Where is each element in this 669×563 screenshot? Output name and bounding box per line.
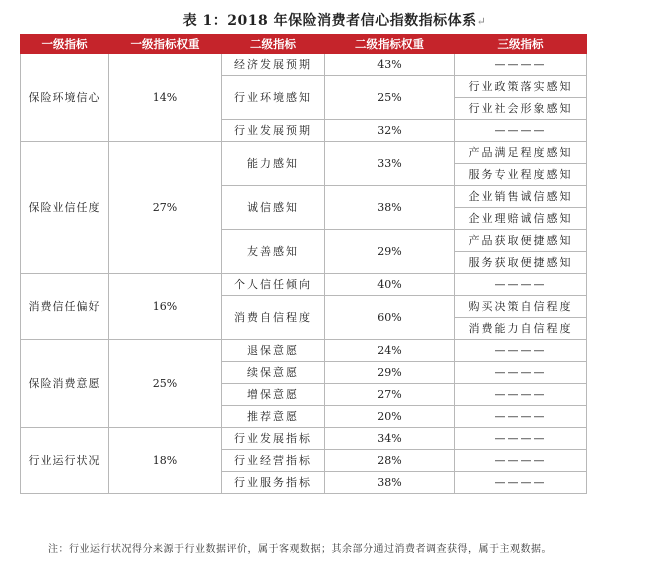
- level3-indicator: ————: [455, 54, 587, 76]
- table-title: [0, 10, 669, 30]
- level2-indicator: 个人信任倾向: [222, 274, 325, 296]
- level2-weight: 33%: [325, 142, 455, 186]
- table-row: [21, 340, 587, 362]
- level1-weight: 18%: [109, 428, 222, 494]
- level3-indicator: ————: [455, 274, 587, 296]
- header-level2: 二级指标: [222, 35, 325, 54]
- table-row: [21, 428, 587, 450]
- level2-indicator: 行业发展指标: [222, 428, 325, 450]
- level2-weight: 27%: [325, 384, 455, 406]
- level1-indicator: 保险环境信心: [21, 54, 109, 142]
- level2-weight: 38%: [325, 186, 455, 230]
- level2-weight: 28%: [325, 450, 455, 472]
- level2-weight: 43%: [325, 54, 455, 76]
- level2-weight: 38%: [325, 472, 455, 494]
- level1-indicator: 消费信任偏好: [21, 274, 109, 340]
- level3-indicator: 企业销售诚信感知: [455, 186, 587, 208]
- level2-indicator: 行业发展预期: [222, 120, 325, 142]
- return-mark: ↵: [476, 15, 487, 28]
- level1-indicator: 行业运行状况: [21, 428, 109, 494]
- level3-indicator: ————: [455, 472, 587, 494]
- table-row: [21, 54, 587, 76]
- level3-indicator: ————: [455, 406, 587, 428]
- level3-indicator: 行业社会形象感知: [455, 98, 587, 120]
- level2-weight: 60%: [325, 296, 455, 340]
- level2-indicator: 消费自信程度: [222, 296, 325, 340]
- level3-indicator: ————: [455, 120, 587, 142]
- level2-indicator: 友善感知: [222, 230, 325, 274]
- level1-indicator: 保险业信任度: [21, 142, 109, 274]
- level2-indicator: 推荐意愿: [222, 406, 325, 428]
- level2-weight: 20%: [325, 406, 455, 428]
- level1-weight: 27%: [109, 142, 222, 274]
- table-row: [21, 142, 587, 164]
- level1-weight: 14%: [109, 54, 222, 142]
- level1-weight: 25%: [109, 340, 222, 428]
- level2-weight: 32%: [325, 120, 455, 142]
- footnote: 注：行业运行状况得分来源于行业数据评价，属于客观数据；其余部分通过消费者调查获得，属于主观数据。: [48, 544, 552, 555]
- level3-indicator: ————: [455, 384, 587, 406]
- index-system-table: [20, 34, 587, 494]
- level2-weight: 34%: [325, 428, 455, 450]
- table-title-text: 表 1：2018 年保险消费者信心指数指标体系: [182, 13, 477, 29]
- level3-indicator: 产品获取便捷感知: [455, 230, 587, 252]
- level2-indicator: 行业经营指标: [222, 450, 325, 472]
- level2-weight: 29%: [325, 362, 455, 384]
- header-level1: 一级指标: [21, 35, 109, 54]
- level3-indicator: 消费能力自信程度: [455, 318, 587, 340]
- level3-indicator: 服务专业程度感知: [455, 164, 587, 186]
- level2-indicator: 经济发展预期: [222, 54, 325, 76]
- header-level3: 三级指标: [455, 35, 587, 54]
- level2-weight: 40%: [325, 274, 455, 296]
- level2-indicator: 行业服务指标: [222, 472, 325, 494]
- level2-weight: 29%: [325, 230, 455, 274]
- level2-indicator: 能力感知: [222, 142, 325, 186]
- level3-indicator: 行业政策落实感知: [455, 76, 587, 98]
- level1-indicator: 保险消费意愿: [21, 340, 109, 428]
- level2-weight: 24%: [325, 340, 455, 362]
- level2-weight: 25%: [325, 76, 455, 120]
- table-row: [21, 274, 587, 296]
- level3-indicator: ————: [455, 450, 587, 472]
- table-header-row: [21, 35, 587, 54]
- header-level1-weight: 一级指标权重: [109, 35, 222, 54]
- table-body: [21, 54, 587, 494]
- level2-indicator: 续保意愿: [222, 362, 325, 384]
- level3-indicator: 产品满足程度感知: [455, 142, 587, 164]
- level3-indicator: 服务获取便捷感知: [455, 252, 587, 274]
- level3-indicator: ————: [455, 428, 587, 450]
- level2-indicator: 行业环境感知: [222, 76, 325, 120]
- level3-indicator: 购买决策自信程度: [455, 296, 587, 318]
- level2-indicator: 退保意愿: [222, 340, 325, 362]
- header-level2-weight: 二级指标权重: [325, 35, 455, 54]
- level3-indicator: ————: [455, 340, 587, 362]
- level2-indicator: 增保意愿: [222, 384, 325, 406]
- level3-indicator: 企业理赔诚信感知: [455, 208, 587, 230]
- level3-indicator: ————: [455, 362, 587, 384]
- level2-indicator: 诚信感知: [222, 186, 325, 230]
- level1-weight: 16%: [109, 274, 222, 340]
